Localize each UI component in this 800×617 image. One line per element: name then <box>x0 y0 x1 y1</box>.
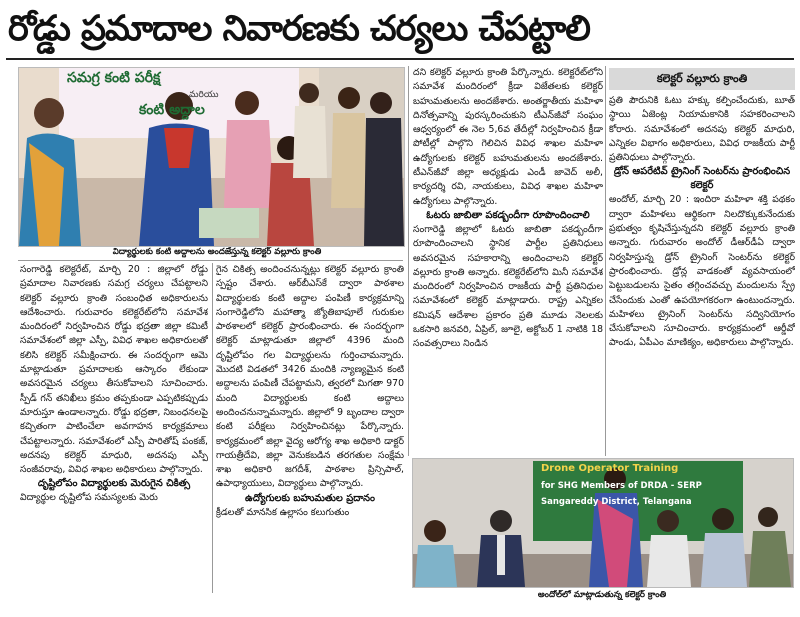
photo1-caption: విద్యార్థులకు కంటి అద్దాలను అందజేస్తున్న కలెక్టర్ వల్లూరు క్రాంతి <box>112 247 322 257</box>
column-divider-3 <box>605 66 606 456</box>
column-4-para-1: ప్రతి పౌరునికి ఓటు హక్కు కల్పించేందుకు, బూత్ స్థాయి ఏజెంట్ల నియామకానికి సహకరించాలని కోరారు. సమావేశంలో అదనపు కలెక్టర్ మాధురి, ఎన్నికల విభాగం అధికారులు, వివిధ రాజకీయ పార్టీ ప్రతినిధులు పాల్గొన్నారు. <box>609 95 795 164</box>
column-3-para-2: సంగారెడ్డి జిల్లాలో ఓటరు జాబితా పకడ్బందీగా రూపొందించాలని స్థానిక పార్టీల ప్రతినిధులు అవసరమైన సహకారాన్ని అందించాలని కలెక్టర్ వల్లూరు క్రాంతి అన్నారు. కలెక్టరేట్‌లోని మినీ సమావేశ మందిరంలో నిర్వహించిన రాజకీయ పార్టీ ప్రతినిధుల సమావేశంలో కలెక్టర్ మాట్లాడారు. రాష్ట్ర ఎన్నికల కమిషన్ ఆదేశాల ప్రకారం ప్రతి మూడు నెలలకు ఒకసారి జనవరి, ఏప్రిల్, జూలై, అక్టోబర్ 1 నాటికి 18 సంవత్సరాలు నిండిన <box>413 223 603 350</box>
banner-line-2: మరియు <box>189 90 219 100</box>
drone-banner-line-1: Drone Operator Training <box>541 463 679 474</box>
column-1-subhead: దృష్టిలోపం విద్యార్థులకు మెరుగైన చికిత్స <box>37 478 191 490</box>
headline-rule <box>6 58 794 60</box>
column-1-para-1: సంగారెడ్డి కలెక్టరేట్, మార్చి 20 : జిల్లాలో రోడ్డు ప్రమాదాల నివారణకు సమగ్ర చర్యలు చేపట్టాలని కలెక్టర్ వల్లూరు క్రాంతి సంబంధిత అధికారులను ఆదేశించారు. గురువారం కలెక్టరేట్‌లోని సమావేశ మందిరంలో నిర్వహించిన రోడ్డు భద్రతా జిల్లా కమిటీ సమావేశంలో జిల్లా ఎస్పీ, వివిధ శాఖల అధికారులతో కలిసి కలెక్టర్ సమీక్షించారు. ఈ సందర్భంగా ఆమె మాట్లాడుతూ ప్రమాదాలకు ఆస్కారం లేకుండా అవసరమైన చర్యలు తీసుకోవాలని సూచించారు. స్పీడ్ గన్ తనిఖీలు క్రమం తప్పకుండా ఎప్పటికప్పుడు మారుస్తూ ఉండాలన్నారు. రోడ్డు భద్రతా, నిబంధనలపై కచ్చితంగా పాటించేలా అవగాహన కార్యక్రమాలు చేపట్టాలన్నారు. సమావేశంలో ఎస్పీ పారితోష్ పంకజ్, అదనపు కలెక్టర్ మాధురి, అదనపు ఎస్పీ సంజీవరావు, వివిధ శాఖల అధికారులు పాల్గొన్నారు. <box>20 264 208 476</box>
column-2-subhead: ఉద్యోగులకు బహుమతుల ప్రదానం <box>245 492 375 504</box>
column-2 <box>216 263 404 593</box>
column-2-para-1: గైన చికిత్స అందించనున్నట్లు కలెక్టర్ వల్లూరు క్రాంతి స్పష్టం చేశారు. ఆర్‌బీఎస్‌కే ద్వారా పాఠశాల విద్యార్థులకు కంటి అద్దాల పంపిణీ కార్యక్రమాన్ని సంగారెడ్డిలోని మహాత్మా జ్యోతిబాపూలే గురుకుల పాఠశాలలో కలెక్టర్ ప్రారంభించారు. ఈ సందర్భంగా కలెక్టర్ మాట్లాడుతూ జిల్లాలో 4396 మంది దృష్టిలోపం గల విద్యార్థులను గుర్తించామన్నారు. మొదటి విడతలో 3426 మందికి న్యాణ్యమైన కంటి అద్దాలను పంపిణీ చేపట్టామని, త్వరలో మిగతా 970 మంది విద్యార్థులకు కంటి అద్దాలు అందించనున్నామన్నారు. జిల్లాలో 9 బృందాల ద్వారా కంటి పరీక్షలు నిర్వహించినట్లు పేర్కొన్నారు. కార్యక్రమంలో జిల్లా వైద్య ఆరోగ్య శాఖ అధికారి డాక్టర్ గాయత్రీదేవి, జిల్లా వెనుకబడిన తరగతుల సంక్షేమ శాఖ అధికారి జగదీశ్, పాఠశాల ప్రిన్సిపాల్, ఉపాధ్యాయులు, విద్యార్థులు పాల్గొన్నారు. <box>216 264 404 490</box>
photo-drone-training-illustration <box>413 459 793 587</box>
photo2-caption: అందోల్‌లో మాట్లాడుతున్న కలెక్టర్ క్రాంతి <box>537 590 667 600</box>
column-1-para-2: విద్యార్థుల దృష్టిలోప సమస్యలకు మెరు <box>20 492 158 504</box>
column-1 <box>20 263 208 593</box>
banner-line-1: సమగ్ర కంటి పరీక్ష <box>67 70 161 86</box>
column-3 <box>413 66 603 456</box>
column-3-para-1: దని కలెక్టర్ వల్లూరు క్రాంతి పేర్కొన్నారు. కలెక్టరేట్‌లోని సమావేశ మందిరంలో క్రీడా విజేతలకు కలెక్టర్ బహుమతులను అందజేశారు. అంతర్జాతీయ మహిళా దినోత్సవాన్ని పురస్కరించుకుని టీఎన్‌జీవో సంఘం ఆధ్వర్యంలో ఈ నెల 5,6వ తేదీల్లో నిర్వహించిన క్రీడా పోటీల్లో పాల్గొని గెలిచిన వివిధ శాఖల మహిళా ఉద్యోగులకు కలెక్టర్ బహుమతులను అందజేశారు. టీఎన్‌జీవో జిల్లా అధ్యక్షుడు ఎండీ జావెద్ అలీ, కార్యదర్శి రవి, నాయకులు, వివిధ శాఖల మహిళా ఉద్యోగులు పాల్గొన్నారు. <box>413 67 603 207</box>
photo-drone-training <box>412 458 794 588</box>
column-4-para-2: అందోల్, మార్చి 20 : ఇందిరా మహిళా శక్తి పథకం ద్వారా మహిళలు ఆర్థికంగా నిలదొక్కుకునేందుకు ప్రభుత్వం కృషిచేస్తున్నదని కలెక్టర్ వల్లూరు క్రాంతి అన్నారు. గురువారం అందోల్ డీఆర్‌డీఏ ద్వారా నిర్వహిస్తున్న డ్రోన్ ట్రైనింగ్ సెంటర్‌ను కలెక్టర్ ప్రారంభించారు. డ్రోన్ల వాడకంతో వ్యవసాయంలో పెట్టుబడులను సైతం తగ్గించవచ్చు మందులను స్ప్రే చేసేందుకు ఎంతో ఉపయోగకరంగా ఉంటుందన్నారు. మహిళలు ట్రైనింగ్ సెంటర్‌ను సద్వినియోగం చేసుకోవాలని సూచించారు. కార్యక్రమంలో ఆర్డీవో పాండు, ఏపీఎం మాణిక్యం, అధికారులు పాల్గొన్నారు. <box>609 194 795 349</box>
column-4-box-title: కలెక్టర్ వల్లూరు క్రాంతి <box>609 68 795 90</box>
drone-banner-line-3: Sangareddy District, Telangana <box>541 497 692 507</box>
photo-eye-glasses-distribution <box>18 67 405 247</box>
column-3-subhead: ఓటరు జాబితా పకడ్బందీగా రూపొందించాలి <box>426 209 590 221</box>
column-divider-2 <box>408 66 409 456</box>
drone-banner-line-2: for SHG Members of DRDA - SERP <box>541 481 702 491</box>
column-4 <box>609 94 795 456</box>
headline: రోడ్డు ప్రమాదాల నివారణకు చర్యలు చేపట్టాలి <box>8 9 590 49</box>
divider-under-photo1 <box>18 260 403 261</box>
column-divider-1 <box>212 263 213 593</box>
column-4-subhead: డ్రోన్ ఆపరేటివ్ ట్రైనింగ్ సెంటర్‌ను ప్రారంభించిన కలెక్టర్ <box>613 166 791 192</box>
banner-line-3: కంటి అద్దాల <box>139 102 205 118</box>
column-2-para-2: క్రీడలతో మానసిక ఉల్లాసం కలుగుతుం <box>216 506 350 518</box>
